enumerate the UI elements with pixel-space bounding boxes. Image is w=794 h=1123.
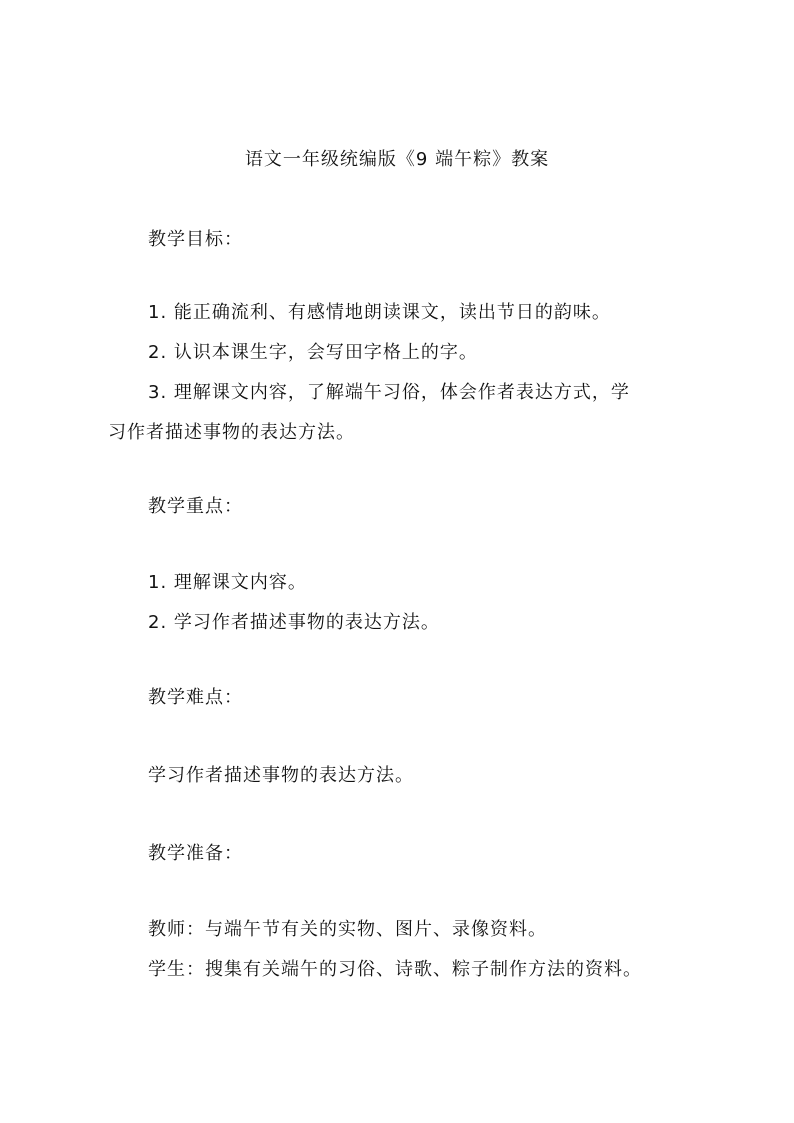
document-title: 语文一年级统编版《9 端午粽》教案 — [244, 149, 550, 170]
preparation-item-teacher: 教师：与端午节有关的实物、图片、录像资料。 — [148, 919, 547, 940]
key-point-item-2: 2. 学习作者描述事物的表达方法。 — [148, 612, 440, 633]
objectives-heading: 教学目标： — [148, 229, 243, 250]
key-point-item-1: 1. 理解课文内容。 — [148, 572, 307, 593]
objective-item-3-continued: 习作者描述事物的表达方法。 — [108, 422, 355, 443]
preparation-heading: 教学准备： — [148, 843, 243, 864]
difficulties-heading: 教学难点： — [148, 687, 243, 708]
difficulty-item-1: 学习作者描述事物的表达方法。 — [148, 765, 414, 786]
objective-item-3: 3. 理解课文内容，了解端午习俗，体会作者表达方式，学 — [148, 382, 630, 403]
objective-item-1: 1. 能正确流利、有感情地朗读课文，读出节日的韵味。 — [148, 302, 611, 323]
objective-item-2: 2. 认识本课生字，会写田字格上的字。 — [148, 342, 478, 363]
preparation-item-student: 学生：搜集有关端午的习俗、诗歌、粽子制作方法的资料。 — [148, 959, 642, 980]
key-points-heading: 教学重点： — [148, 496, 243, 517]
